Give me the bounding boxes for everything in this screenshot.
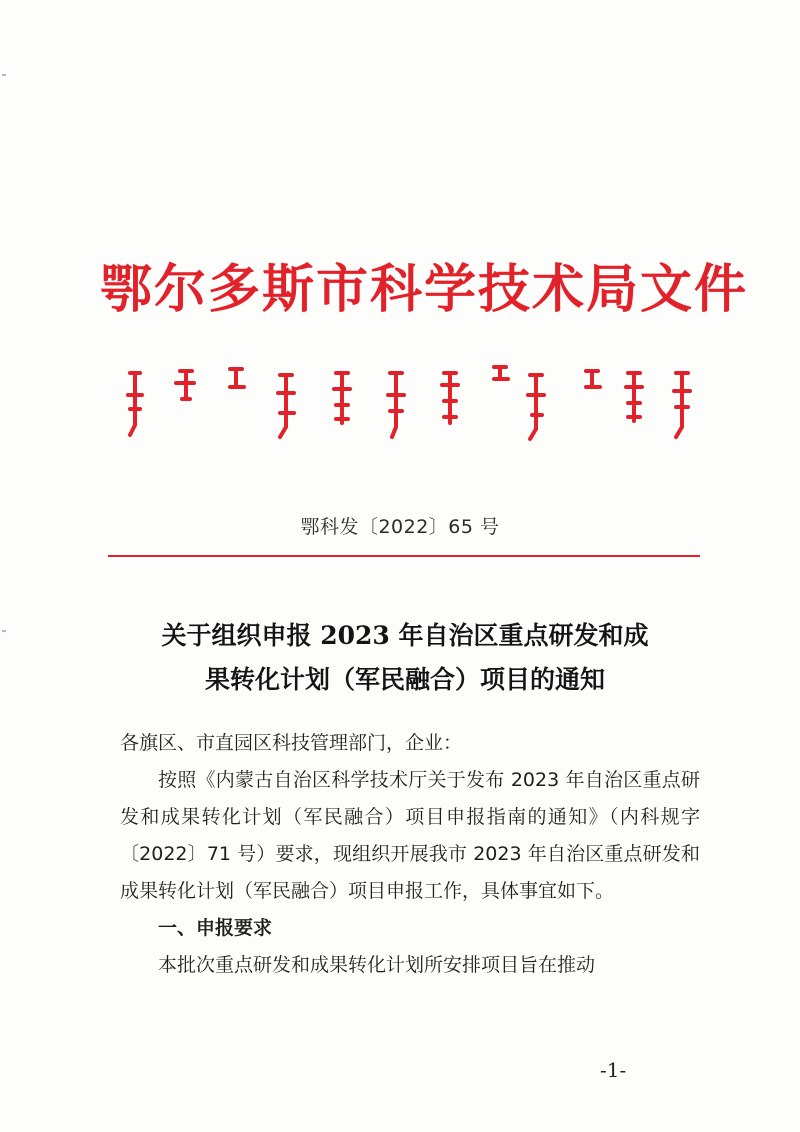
notice-title-line-1: 关于组织申报 2023 年自治区重点研发和成 <box>161 621 649 650</box>
mongolian-script-line <box>110 365 710 445</box>
notice-title-line-2: 果转化计划（军民融合）项目的通知 <box>204 665 605 694</box>
section-heading: 一、申报要求 <box>158 917 273 939</box>
body-paragraph: 按照《内蒙古自治区科学技术厅关于发布 2023 年自治区重点研发和成果转化计划（军民融合）项目申报指南的通知》（内科规字〔2022〕71 号）要求，现组织开展我市 2023 年自治区重点研发和成果转化计划（军民融合）项目申报工作，具体事宜如下。 <box>120 769 700 902</box>
document-number: 鄂科发〔2022〕65 号 <box>300 516 500 538</box>
margin-mark <box>2 74 6 76</box>
notice-body <box>120 725 700 984</box>
margin-mark <box>2 630 6 632</box>
notice-title <box>100 614 710 702</box>
agency-letterhead-title: 鄂尔多斯市科学技术局文件 <box>100 260 749 320</box>
page-number: -1- <box>600 1058 627 1082</box>
red-divider-line <box>108 555 700 557</box>
salutation: 各旗区、市直园区科技管理部门，企业： <box>120 732 463 754</box>
body-paragraph: 本批次重点研发和成果转化计划所安排项目旨在推动 <box>158 954 596 976</box>
